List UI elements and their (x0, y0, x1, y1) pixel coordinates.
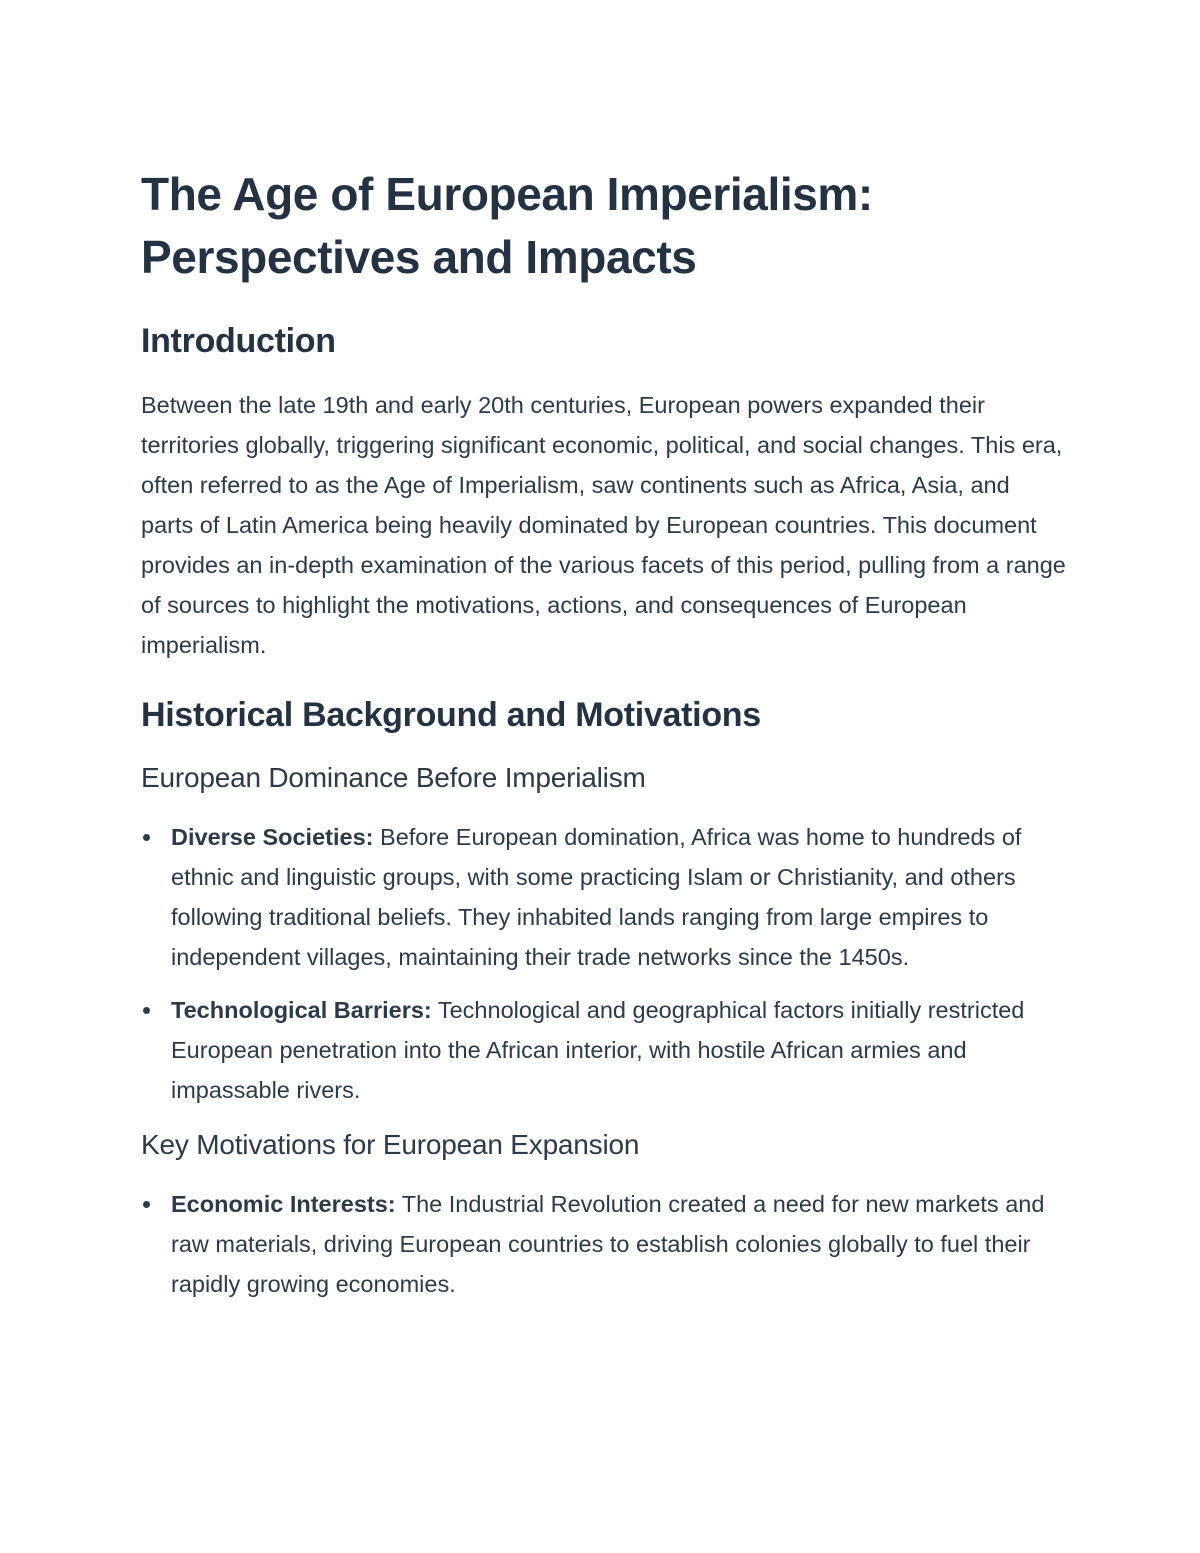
list-item (141, 990, 1066, 1110)
list-item (141, 1184, 1066, 1304)
key-motivations-heading: Key Motivations for European Expansion (141, 1129, 640, 1160)
motivations-list (141, 1184, 1066, 1304)
historical-background-heading: Historical Background and Motivations (141, 696, 761, 734)
list-item-term: Diverse Societies: (171, 824, 374, 850)
bullet-icon (143, 1201, 150, 1208)
european-dominance-heading: European Dominance Before Imperialism (141, 762, 646, 793)
list-item-text: Before European domination, Africa was home to hundreds of ethnic and linguistic groups, with some practicing Islam or Christianity, and others following traditional beliefs. They inhabited lands ranging from large empires to independent villages, maintaining their trade networks since the 1450s. (171, 824, 1022, 970)
list-item-term: Technological Barriers: (171, 997, 432, 1023)
introduction-paragraph: Between the late 19th and early 20th centuries, European powers expanded their territories globally, triggering significant economic, political, and social changes. This era, often referred to as the Age of Imperialism, saw continents such as Africa, Asia, and parts of Latin America being heavily dominated by European countries. This document provides an in-depth examination of the various facets of this period, pulling from a range of sources to highlight the motivations, actions, and consequences of European imperialism. (141, 392, 1066, 658)
list-item-text: The Industrial Revolution created a need for new markets and raw materials, driving European countries to establish colonies globally to fuel their rapidly growing economies. (171, 1191, 1045, 1297)
list-item (141, 817, 1066, 977)
list-item-term: Economic Interests: (171, 1191, 396, 1217)
bullet-icon (143, 1007, 150, 1014)
document-page (141, 163, 1066, 1304)
dominance-list (141, 817, 1066, 1110)
list-item-text: Technological and geographical factors initially restricted European penetration into the African interior, with hostile African armies and impassable rivers. (171, 997, 1025, 1103)
introduction-heading: Introduction (141, 322, 336, 360)
bullet-icon (143, 834, 150, 841)
page-title: The Age of European Imperialism: Perspectives and Impacts (141, 168, 873, 283)
